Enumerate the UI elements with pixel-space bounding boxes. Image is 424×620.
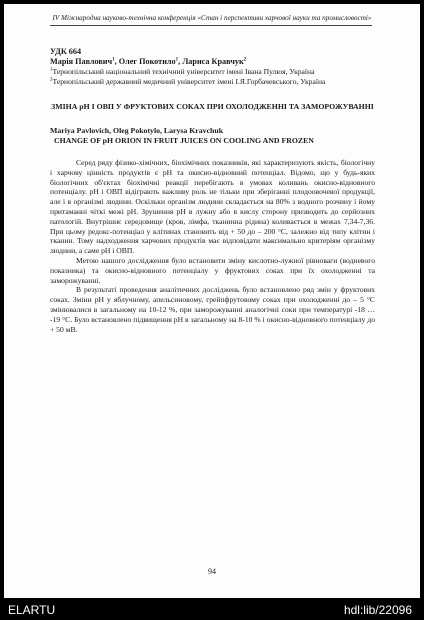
affiliation: [50, 67, 375, 77]
paragraph: Метою нашого дослідження було встановити зміну кислотно-лужної рівноваги (водневого показника) та окисно-відновного потенціалу у фруктових соках при їх охолодженні та заморожуванні.: [50, 255, 375, 285]
affiliation-mark: 2: [50, 76, 53, 82]
page-number: 94: [208, 567, 216, 576]
title-english: CHANGE OF pH ORION IN FRUIT JUICES ON COOLING AND FROZEN: [54, 136, 314, 145]
author-name: Олег Покотило: [118, 57, 176, 66]
repository-name: ELARTU: [8, 603, 56, 617]
affiliation-text: Тернопільський національний технічний університет імені Івана Пулюя, Україна: [52, 67, 315, 76]
authors-ua: [50, 57, 375, 67]
running-header: IV Міжнародна науково-технічна конференція «Стан і перспективи харчової науки та промисловості»: [52, 14, 372, 22]
article-body: [50, 47, 375, 334]
affiliation: [50, 77, 375, 87]
author-affiliation-mark: 1: [112, 57, 115, 63]
paragraph: Серед ряду фізико-хімічних, біохімічних показників, які характеризують якість, біологічну і харчову цінність продуктів є рН та окисно-відновний потенціал. Відомо, що у будь-яких біологічних об'єктах біохімічні реакції перебігають в умовах коливань окисно-відновного потенціалу. рН і ОВП відіграють важливу роль не тільки при зберіганні плодоовочевої продукції, але і в організмі людини. Оскільки організм людини складається на 80% з водного розчину і йому притаманні чіткі межі рН. Зрушення рН в лужну або в кислу сторону призводить до серйозних патологій. Внутрішнє середовище (кров, лімфа, тканинна рідина) коливається в межах 7,34-7,36. При цьому редокс-потенціал у клітинах становить від + 50 до – 200 °С, залежно від типу клітин і тканин. Тому надходження харчових продуктів має відповідати максимально критеріям організму людини, а саме рН і ОВП.: [50, 158, 375, 256]
affiliation-text: Тернопільський державний медичний університет імені І.Я.Горбачевського, Україна: [52, 76, 326, 86]
document-page: [4, 4, 420, 598]
title-ukrainian: ЗМІНА pH І ОВП У ФРУКТОВИХ СОКАХ ПРИ ОХОЛОДЖЕННІ ТА ЗАМОРОЖУВАННІ: [51, 102, 374, 111]
author-name: Лариса Кравчук: [182, 57, 244, 66]
udk-code: УДК 664: [50, 47, 82, 56]
affiliation-mark: 1: [50, 67, 53, 73]
author-separator: ,: [178, 57, 183, 66]
paragraph: В результаті проведення аналітичних досліджень було встановлено ряд змін у фруктових соках. Зміни рН у яблучному, апельсиновому, грейпфрутовому соках при охолодженні до – 5 °С змінювалися в загальному на 10-12 %, при заморожуванні аналогічні соки при температурі -18 … -19 °С. Було встановлено підвищення рН в загальному на 8-10 % і окисно-відновного потенціалу до + 50 мВ.: [50, 285, 375, 334]
author-affiliation-mark: 2: [243, 57, 247, 63]
header-rule: [50, 25, 372, 26]
repository-footer: [0, 598, 424, 620]
author-name: Марія Павлович: [50, 57, 113, 66]
authors-english: Mariya Pavlovich, Oleg Pokotylo, Larysa Kravchuk: [50, 126, 224, 135]
author-affiliation-mark: 1: [175, 57, 179, 63]
handle-identifier[interactable]: hdl:lib/22096: [343, 603, 412, 617]
author-separator: ,: [114, 57, 119, 66]
